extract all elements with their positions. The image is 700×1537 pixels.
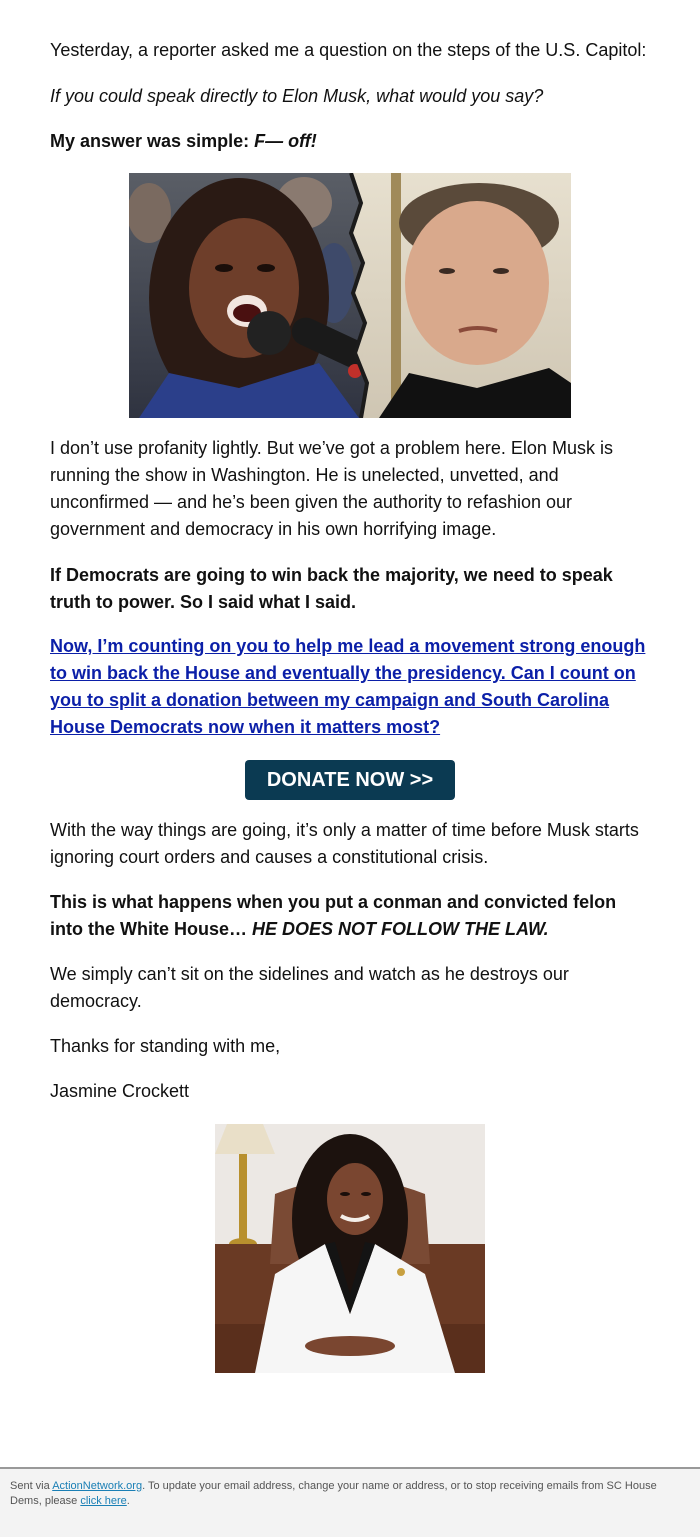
email-footer [0, 1467, 700, 1537]
footer-sent-via: Sent via [10, 1480, 53, 1492]
unsubscribe-click-here-link[interactable]: click here [80, 1495, 127, 1507]
signature-name: Jasmine Crockett [50, 1081, 190, 1101]
actionnetwork-link[interactable]: ActionNetwork.org [52, 1480, 143, 1492]
portrait-photo-illustration [215, 1124, 485, 1373]
footer-end: . [126, 1495, 130, 1507]
answer-prefix: My answer was simple: [50, 131, 255, 151]
answer-emphasis: F— off! [254, 131, 317, 151]
answer-paragraph [50, 128, 317, 155]
footer-text [10, 1479, 670, 1509]
donation-cta-link[interactable]: Now, I’m counting on you to help me lead a movement strong enough to win back the House and eventually the presidency. Can I count on you to split a donation between my campaign and South Carolina House Democrats now when it matters most? [50, 636, 646, 737]
hero-photo-illustration [129, 173, 571, 418]
donate-button-container [245, 760, 455, 800]
footer-middle-text: . To update your email address, change your name or address, or to stop receiving emails from SC House Dems, please [10, 1480, 657, 1507]
intro-paragraph: Yesterday, a reporter asked me a question on the steps of the U.S. Capitol: [50, 40, 647, 60]
conman-paragraph [50, 889, 654, 943]
hero-image-crockett-musk [129, 173, 571, 418]
court-paragraph: With the way things are going, it’s only a matter of time before Musk starts ignoring court orders and causes a constitutional crisis. [50, 820, 639, 867]
signature-portrait-image [215, 1124, 485, 1373]
question-paragraph: If you could speak directly to Elon Musk, what would you say? [50, 86, 544, 106]
conman-text: This is what happens when you put a conman and convicted felon into the White House… [50, 892, 617, 939]
donate-now-button[interactable]: DONATE NOW >> [245, 760, 455, 800]
cta-paragraph [50, 633, 654, 741]
profanity-paragraph: I don’t use profanity lightly. But we’ve got a problem here. Elon Musk is running the show in Washington. He is unelected, unvetted, and unconfirmed — and he’s been given the authority to refashion our government and democracy in his own horrifying image. [50, 438, 613, 539]
majority-paragraph: If Democrats are going to win back the majority, we need to speak truth to power. So I said what I said. [50, 565, 613, 612]
sidelines-paragraph: We simply can’t sit on the sidelines and watch as he destroys our democracy. [50, 964, 569, 1011]
thanks-line: Thanks for standing with me, [50, 1036, 281, 1056]
conman-emphasis: HE DOES NOT FOLLOW THE LAW. [252, 919, 549, 939]
